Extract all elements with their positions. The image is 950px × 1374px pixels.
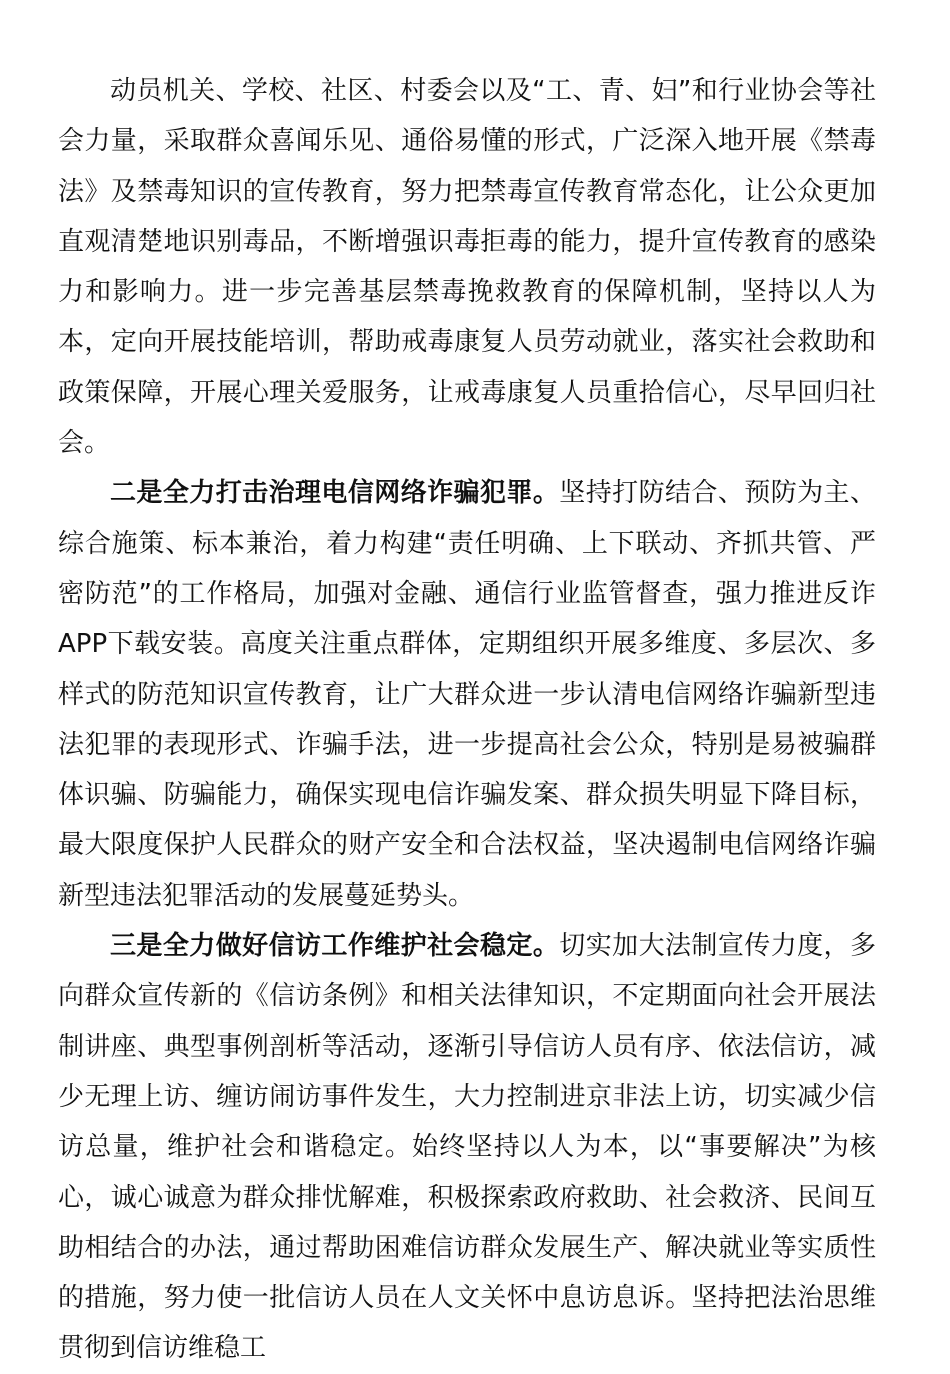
- paragraph-lead: 二是全力打击治理电信网络诈骗犯罪。: [110, 478, 560, 509]
- paragraph-telecom-fraud: [58, 468, 876, 921]
- document-page: [58, 66, 876, 1374]
- paragraph-text: 动员机关、学校、社区、村委会以及“工、青、妇”和行业协会等社会力量，采取群众喜闻乐见、通俗易懂的形式，广泛深入地开展《禁毒法》及禁毒知识的宣传教育，努力把禁毒宣传教育常态化，让公众更加直观清楚地识别毒品，不断增强识毒拒毒的能力，提升宣传教育的感染力和影响力。进一步完善基层禁毒挽救教育的保障机制，坚持以人为本，定向开展技能培训，帮助戒毒康复人员劳动就业，落实社会救助和政策保障，开展心理关爱服务，让戒毒康复人员重拾信心，尽早回归社会。: [58, 76, 876, 459]
- paragraph-petition-work: [58, 921, 876, 1374]
- paragraph-text: 坚持打防结合、预防为主、综合施策、标本兼治，着力构建“责任明确、上下联动、齐抓共管、严密防范”的工作格局，加强对金融、通信行业监管督查，强力推进反诈APP下载安装。高度关注重点群体，定期组织开展多维度、多层次、多样式的防范知识宣传教育，让广大群众进一步认清电信网络诈骗新型违法犯罪的表现形式、诈骗手法，进一步提高社会公众，特别是易被骗群体识骗、防骗能力，确保实现电信诈骗发案、群众损失明显下降目标，最大限度保护人民群众的财产安全和合法权益，坚决遏制电信网络诈骗新型违法犯罪活动的发展蔓延势头。: [58, 478, 876, 911]
- paragraph-lead: 三是全力做好信访工作维护社会稳定。: [110, 931, 560, 962]
- paragraph-drug-education: [58, 66, 876, 468]
- paragraph-text: 切实加大法制宣传力度，多向群众宣传新的《信访条例》和相关法律知识，不定期面向社会开展法制讲座、典型事例剖析等活动，逐渐引导信访人员有序、依法信访，减少无理上访、缠访闹访事件发生，大力控制进京非法上访，切实减少信访总量，维护社会和谐稳定。始终坚持以人为本，以“事要解决”为核心，诚心诚意为群众排忧解难，积极探索政府救助、社会救济、民间互助相结合的办法，通过帮助困难信访群众发展生产、解决就业等实质性的措施，努力使一批信访人员在人文关怀中息访息诉。坚持把法治思维贯彻到信访维稳工: [58, 931, 876, 1364]
